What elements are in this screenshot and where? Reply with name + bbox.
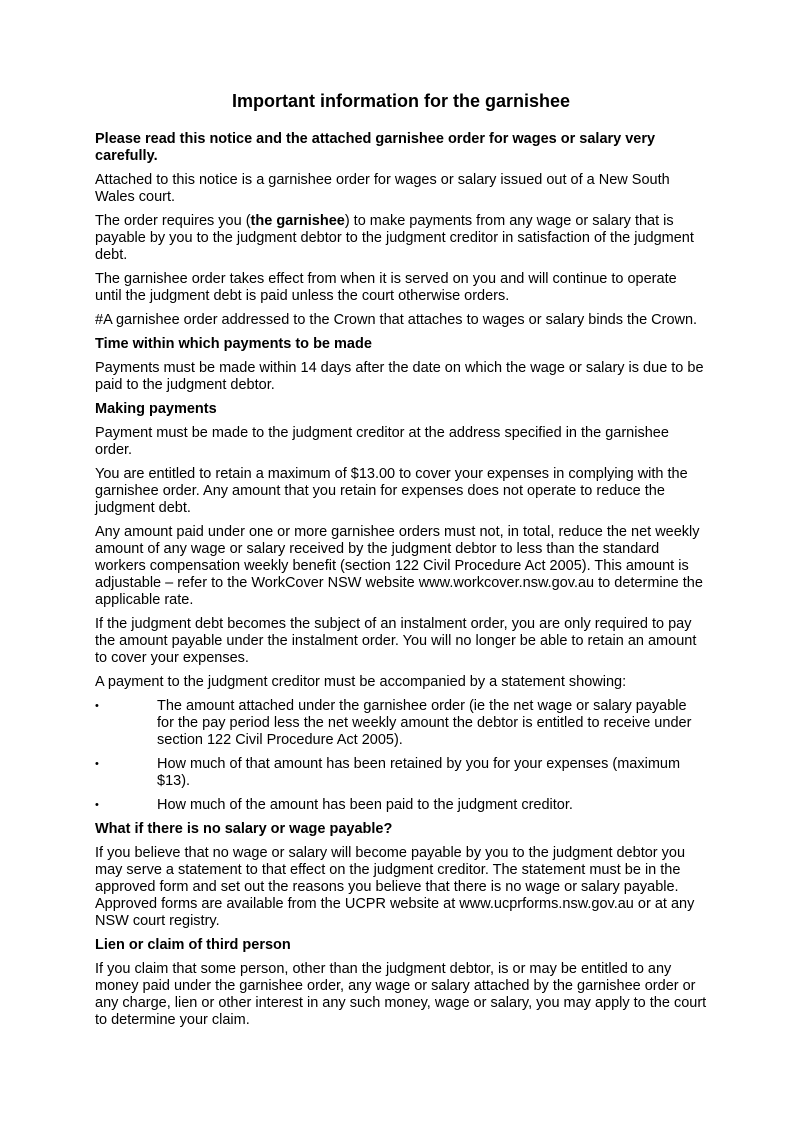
statement-bullet-list	[95, 698, 707, 814]
heading-lien-claim: Lien or claim of third person	[95, 937, 291, 953]
bullet-icon: •	[95, 799, 99, 811]
list-item-text: The amount attached under the garnishee order (ie the net wage or salary payable for the pay period less the net weekly amount the debtor is entitled to receive under section 122 Civil Procedure Act 2005).	[157, 698, 692, 748]
paragraph-crown: #A garnishee order addressed to the Crown that attaches to wages or salary binds the Crown.	[95, 312, 698, 328]
list-item	[95, 756, 707, 790]
heading-time-within: Time within which payments to be made	[95, 336, 372, 352]
paragraph-takes-effect: The garnishee order takes effect from when it is served on you and will continue to operate until the judgment debt is paid unless the court otherwise orders.	[95, 271, 677, 304]
paragraph-net-weekly-amount: Any amount paid under one or more garnishee orders must not, in total, reduce the net weekly amount of any wage or salary received by the judgment debtor to less than the standard workers compensation weekly benefit (section 122 Civil Procedure Act 2005). This amount is adjustable – refer to the WorkCover NSW website www.workcover.nsw.gov.au to determine the applicable rate.	[95, 524, 703, 608]
paragraph-retain-expenses: You are entitled to retain a maximum of $13.00 to cover your expenses in complying with the garnishee order. Any amount that you retain for expenses does not operate to reduce the judgment debt.	[95, 466, 688, 516]
page-title: Important information for the garnishee	[231, 91, 571, 111]
list-item-text: How much of the amount has been paid to the judgment creditor.	[157, 797, 573, 813]
paragraph-lien-claim: If you claim that some person, other than the judgment debtor, is or may be entitled to any money paid under the garnishee order, any wage or salary attached by the garnishee order or any charge, lien or other interest in any such money, wage or salary, you may apply to the court to determine your claim.	[95, 961, 707, 1028]
paragraph-order-requires-start: The order requires you (	[95, 213, 251, 229]
list-item-text: How much of that amount has been retained by you for your expenses (maximum $13).	[157, 756, 681, 789]
paragraph-time-within: Payments must be made within 14 days after the date on which the wage or salary is due to be paid to the judgment debtor.	[95, 360, 704, 393]
bullet-icon: •	[95, 758, 99, 770]
document-page	[95, 89, 707, 1036]
paragraph-instalment-order: If the judgment debt becomes the subject of an instalment order, you are only required to pay the amount payable under the instalment order. You will no longer be able to retain an amount to cover your expenses.	[95, 616, 697, 666]
paragraph-no-salary: If you believe that no wage or salary will become payable by you to the judgment debtor you may serve a statement to that effect on the judgment creditor. The statement must be in the approved form and set out the reasons you believe that there is no wage or salary payable. Approved forms are available from the UCPR website at www.ucprforms.nsw.gov.au or at any NSW court registry.	[95, 845, 695, 929]
intro-notice: Please read this notice and the attached garnishee order for wages or salary very carefully.	[95, 131, 656, 164]
paragraph-payment-address: Payment must be made to the judgment creditor at the address specified in the garnishee order.	[95, 425, 669, 458]
heading-no-salary: What if there is no salary or wage payable?	[95, 821, 393, 837]
list-item	[95, 698, 707, 749]
paragraph-statement-showing: A payment to the judgment creditor must be accompanied by a statement showing:	[95, 674, 627, 690]
paragraph-attached-order: Attached to this notice is a garnishee order for wages or salary issued out of a New South Wales court.	[95, 172, 670, 205]
list-item	[95, 797, 707, 814]
term-the-garnishee: the garnishee	[250, 213, 345, 229]
paragraph-order-requires-end: ) to make payments from any wage or salary that is payable by you to the judgment debtor to the judgment creditor in satisfaction of the judgment debt.	[95, 213, 694, 263]
heading-making-payments: Making payments	[95, 401, 217, 417]
paragraph-order-requires	[95, 213, 707, 264]
bullet-icon: •	[95, 700, 99, 712]
